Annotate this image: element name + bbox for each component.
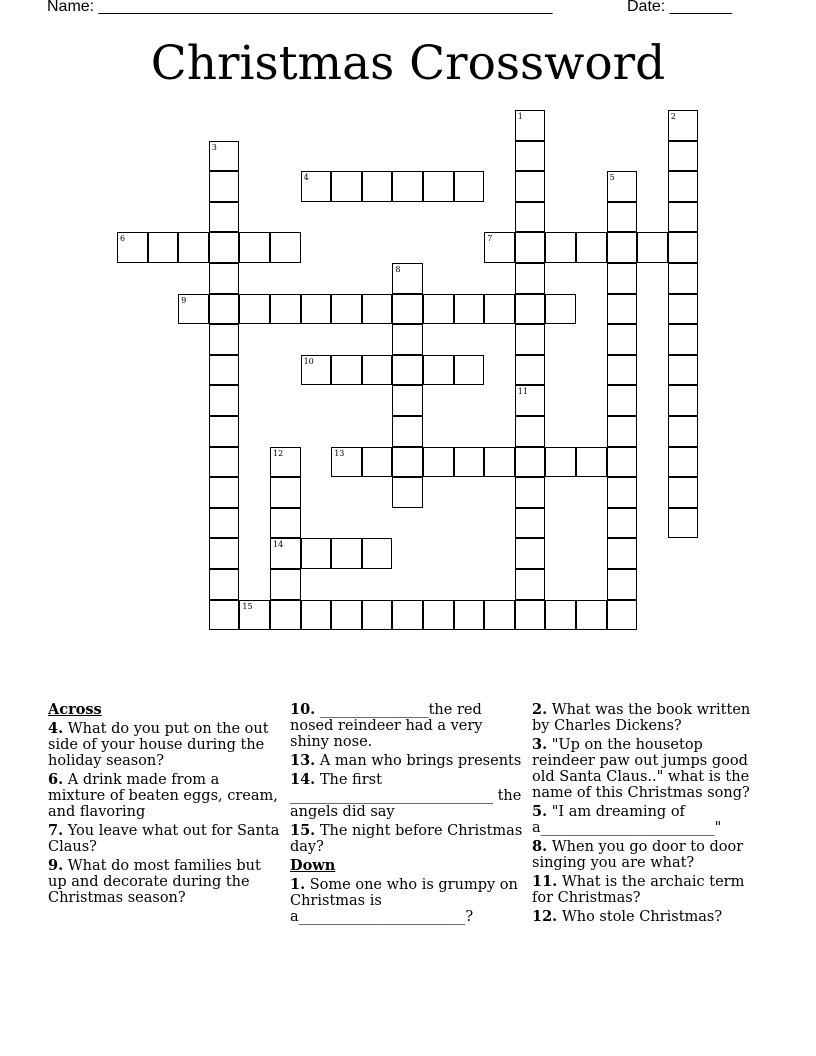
clue-down-5 [532,804,764,836]
grid-cell[interactable] [209,477,240,508]
clues-column-2 [290,702,526,928]
clue-text: "I am dreaming of a________________________" [532,804,722,836]
clue-number: 1. [290,876,306,893]
grid-cell[interactable] [178,294,209,325]
cell-number: 3 [211,142,217,152]
grid-cell[interactable] [362,600,393,631]
grid-cell[interactable] [607,416,638,447]
grid-cell[interactable] [270,600,301,631]
grid-cell[interactable] [484,294,515,325]
grid-cell[interactable] [270,294,301,325]
clues-column-1 [48,702,280,909]
grid-cell[interactable] [301,538,332,569]
cell-number: 13 [334,448,345,458]
cell-number: 10 [303,356,314,366]
grid-cell[interactable] [301,600,332,631]
clue-across-10 [290,702,526,750]
grid-cell[interactable] [270,538,301,569]
cell-number: 1 [517,112,523,121]
grid-cell[interactable] [668,294,699,325]
grid-cell[interactable] [607,294,638,325]
clue-number: 7. [48,822,64,839]
clue-down-8 [532,839,764,871]
grid-cell[interactable] [209,538,240,569]
grid-cell[interactable] [209,232,240,263]
grid-cell[interactable] [545,294,576,325]
grid-cell[interactable] [515,324,546,355]
grid-cell[interactable] [331,538,362,569]
grid-cell[interactable] [209,171,240,202]
grid-cell[interactable] [607,508,638,539]
grid-cell[interactable] [270,477,301,508]
clue-down-3 [532,737,764,801]
grid-cell[interactable] [454,171,485,202]
grid-cell[interactable] [668,324,699,355]
grid-cell[interactable] [607,385,638,416]
cell-number: 15 [242,601,253,611]
grid-cell[interactable] [331,447,362,478]
grid-cell[interactable] [209,508,240,539]
grid-cell[interactable] [484,600,515,631]
grid-cell[interactable] [117,232,148,263]
grid-cell[interactable] [668,447,699,478]
clue-number: 10. [290,701,316,718]
grid-cell[interactable] [331,600,362,631]
clue-text: What is the archaic term for Christmas? [532,874,745,906]
page-title: Christmas Crossword [150,36,666,91]
grid-cell[interactable] [607,355,638,386]
cell-number: 2 [670,112,676,121]
grid-cell[interactable] [668,141,699,172]
grid-cell[interactable] [515,294,546,325]
grid-cell[interactable] [362,447,393,478]
grid-cell[interactable] [454,447,485,478]
grid-cell[interactable] [209,385,240,416]
grid-cell[interactable] [209,324,240,355]
clue-down-2 [532,702,764,734]
clue-across-6 [48,772,280,820]
clue-across-14 [290,772,526,820]
cell-number: 6 [120,234,126,244]
grid-cell[interactable] [392,171,423,202]
grid-cell[interactable] [576,447,607,478]
grid-cell[interactable] [301,355,332,386]
grid-cell[interactable] [515,508,546,539]
grid-cell[interactable] [301,171,332,202]
grid-cell[interactable] [668,385,699,416]
grid-cell[interactable] [423,447,454,478]
clue-down-1 [290,877,526,925]
grid-cell[interactable] [607,600,638,631]
cell-number: 5 [609,173,615,183]
grid-cell[interactable] [392,447,423,478]
grid-cell[interactable] [209,416,240,447]
grid-cell[interactable] [576,600,607,631]
clue-text: Some one who is grumpy on Christmas is a_______________________? [290,877,518,925]
grid-cell[interactable] [607,232,638,263]
clue-text: The first ____________________________ the angels did say [290,772,522,820]
grid-cell[interactable] [209,294,240,325]
clue-text: When you go door to door singing you are what? [532,839,744,871]
grid-cell[interactable] [454,355,485,386]
clue-across-15 [290,823,526,855]
clue-number: 13. [290,752,316,769]
grid-cell[interactable] [209,355,240,386]
clue-across-13 [290,753,526,769]
grid-cell[interactable] [515,202,546,233]
grid-cell[interactable] [209,141,240,172]
grid-cell[interactable] [270,447,301,478]
grid-cell[interactable] [515,385,546,416]
grid-cell[interactable] [607,569,638,600]
cell-number: 4 [303,173,309,183]
grid-cell[interactable] [607,477,638,508]
clue-down-11 [532,874,764,906]
grid-cell[interactable] [423,600,454,631]
clue-number: 9. [48,857,64,874]
grid-cell[interactable] [668,232,699,263]
grid-cell[interactable] [607,171,638,202]
clue-text: What do most families but up and decorate during the Christmas season? [48,858,261,906]
grid-cell[interactable] [454,600,485,631]
grid-cell[interactable] [239,294,270,325]
grid-cell[interactable] [607,202,638,233]
grid-cell[interactable] [209,569,240,600]
grid-cell[interactable] [484,447,515,478]
grid-cell[interactable] [668,171,699,202]
clue-text: What do you put on the out side of your house during the holiday season? [48,721,269,769]
grid-cell[interactable] [209,202,240,233]
grid-cell[interactable] [515,232,546,263]
clue-text: The night before Christmas day? [290,823,523,855]
clue-across-4 [48,721,280,769]
clue-text: "Up on the housetop reindeer paw out jumps good old Santa Claus.." what is the name of this Christmas song? [532,737,750,801]
grid-cell[interactable] [392,263,423,294]
name-field-label: Name: ___________________________________________________ [47,0,553,15]
cell-number: 9 [181,295,187,305]
grid-cell[interactable] [423,294,454,325]
across-heading: Across [48,701,102,718]
grid-cell[interactable] [515,447,546,478]
grid-cell[interactable] [607,447,638,478]
cell-number: 7 [487,234,493,244]
clue-text: A drink made from a mixture of beaten eggs, cream, and flavoring [48,772,278,820]
clue-text: A man who brings presents [319,753,522,769]
grid-cell[interactable] [515,110,546,141]
grid-cell[interactable] [392,385,423,416]
grid-cell[interactable] [209,447,240,478]
clue-number: 4. [48,720,64,737]
grid-cell[interactable] [178,232,209,263]
grid-cell[interactable] [239,600,270,631]
clue-text: Who stole Christmas? [561,909,723,925]
grid-cell[interactable] [515,263,546,294]
grid-cell[interactable] [668,202,699,233]
grid-cell[interactable] [515,477,546,508]
grid-cell[interactable] [515,600,546,631]
grid-cell[interactable] [362,171,393,202]
grid-cell[interactable] [392,294,423,325]
grid-cell[interactable] [392,600,423,631]
cell-number: 14 [273,540,284,550]
down-heading: Down [290,857,336,874]
clues-column-3 [532,702,764,928]
grid-cell[interactable] [515,569,546,600]
clue-number: 12. [532,908,558,925]
cell-number: 8 [395,265,401,274]
grid-cell[interactable] [515,171,546,202]
grid-cell[interactable] [392,477,423,508]
grid-cell[interactable] [515,538,546,569]
grid-cell[interactable] [668,110,699,141]
grid-cell[interactable] [362,538,393,569]
clue-text: _______________the red nosed reindeer had a very shiny nose. [290,702,483,750]
clue-across-7 [48,823,280,855]
grid-cell[interactable] [239,232,270,263]
grid-cell[interactable] [392,355,423,386]
grid-cell[interactable] [270,569,301,600]
date-field-label: Date: _______ [627,0,732,15]
grid-cell[interactable] [668,508,699,539]
grid-cell[interactable] [484,232,515,263]
grid-cell[interactable] [270,232,301,263]
grid-cell[interactable] [607,324,638,355]
clue-number: 6. [48,771,64,788]
grid-cell[interactable] [607,538,638,569]
grid-cell[interactable] [209,600,240,631]
cell-number: 11 [517,387,528,397]
grid-cell[interactable] [392,324,423,355]
grid-cell[interactable] [668,355,699,386]
grid-cell[interactable] [331,294,362,325]
clue-number: 8. [532,838,548,855]
grid-cell[interactable] [454,294,485,325]
clue-number: 15. [290,822,316,839]
clue-text: What was the book written by Charles Dickens? [532,702,751,734]
clue-number: 11. [532,873,558,890]
clue-number: 3. [532,736,548,753]
grid-cell[interactable] [392,416,423,447]
grid-cell[interactable] [545,232,576,263]
clue-number: 5. [532,803,548,820]
grid-cell[interactable] [668,416,699,447]
grid-cell[interactable] [331,171,362,202]
clue-text: You leave what out for Santa Claus? [48,823,280,855]
clue-number: 2. [532,701,548,718]
grid-cell[interactable] [607,263,638,294]
grid-cell[interactable] [637,232,668,263]
grid-cell[interactable] [423,171,454,202]
grid-cell[interactable] [515,141,546,172]
grid-cell[interactable] [515,355,546,386]
grid-cell[interactable] [362,355,393,386]
grid-cell[interactable] [148,232,179,263]
clue-down-12 [532,909,764,925]
grid-cell[interactable] [668,477,699,508]
grid-cell[interactable] [515,416,546,447]
grid-cell[interactable] [668,263,699,294]
grid-cell[interactable] [545,600,576,631]
grid-cell[interactable] [362,294,393,325]
grid-cell[interactable] [545,447,576,478]
grid-cell[interactable] [301,294,332,325]
grid-cell[interactable] [576,232,607,263]
cell-number: 12 [273,448,284,458]
grid-cell[interactable] [331,355,362,386]
grid-cell[interactable] [270,508,301,539]
grid-cell[interactable] [209,263,240,294]
clue-number: 14. [290,771,316,788]
grid-cell[interactable] [423,355,454,386]
clue-across-9 [48,858,280,906]
